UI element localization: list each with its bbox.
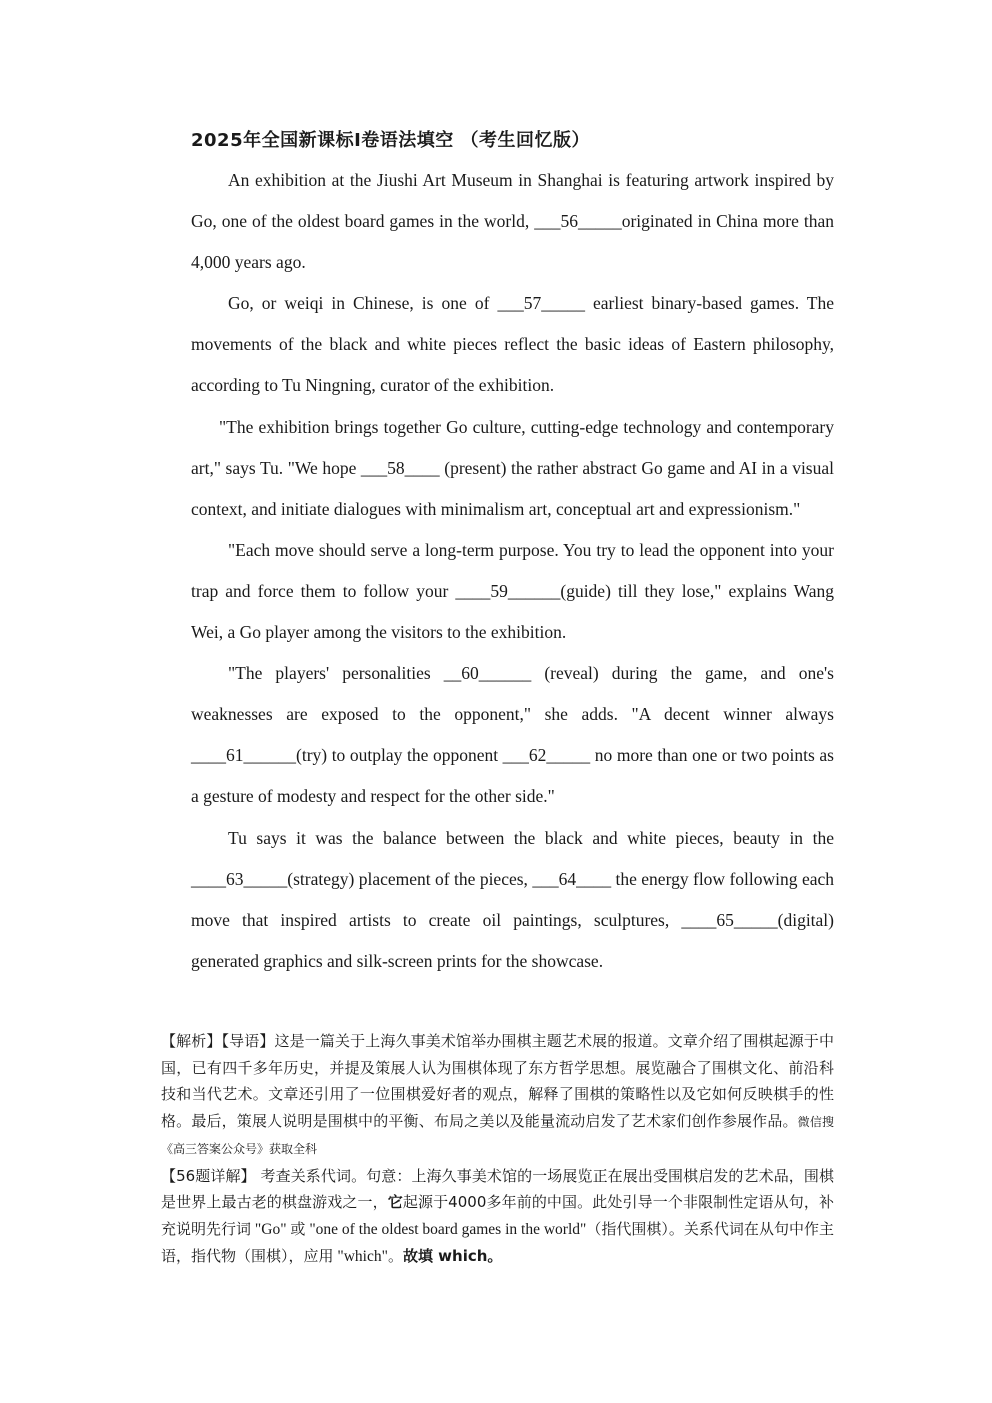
analysis-intro <box>161 1028 834 1163</box>
question-56-explanation <box>161 1163 834 1271</box>
question-56-heading: 【56题详解】 <box>161 1166 256 1185</box>
paragraph-6: Tu says it was the balance between the black and white pieces, beauty in the ____63_____(strategy) placement of the pieces, ___64____ the energy flow following each move that inspired artists to create oil paintings, sculptures, ____65_____(digital) generated graphics and silk-screen prints for the showcase. <box>191 827 834 971</box>
q56-text-it: 它 <box>387 1193 403 1211</box>
paragraph-1: An exhibition at the Jiushi Art Museum in Shanghai is featuring artwork inspired by Go, one of the oldest board games in the world, ___56_____originated in China more than 4,000 years ago. <box>191 170 834 273</box>
q56-answer: 故填 which。 <box>402 1247 503 1265</box>
q56-en-go: "Go" <box>251 1220 291 1238</box>
paragraph-2: Go, or weiqi in Chinese, is one of ___57_____ earliest binary-based games. The movements of the black and white pieces reflect the basic ideas of Eastern philosophy, according to Tu Ningning, curator of the exhibition. <box>191 293 834 396</box>
q56-en-phrase: "one of the oldest board games in the world" <box>305 1220 587 1238</box>
q56-text-a: 考查关系代词。句意：上海久事美术馆的一场展览正在展出受围棋启发的艺术品，围棋是世界上最古老的棋盘游戏之一， <box>161 1166 834 1211</box>
analysis-intro-text: 【解析】【导语】这是一篇关于上海久事美术馆举办围棋主题艺术展的报道。文章介绍了围棋起源于中国，已有四千多年历史，并提及策展人认为围棋体现了东方哲学思想。展览融合了围棋文化、前沿科技和当代艺术。文章还引用了一位围棋爱好者的观点，解释了围棋的策略性以及它如何反映棋手的性格。最后，策展人说明是围棋中的平衡、布局之美以及能量流动启发了艺术家们创作参展作品。 <box>161 1032 834 1130</box>
q56-text-or: 或 <box>290 1219 306 1238</box>
paragraph-5: "The players' personalities __60______ (reveal) during the game, and one's weaknesses are exposed to the opponent," she adds. "A decent winner always ____61______(try) to outplay the opponent ___62_____ no more than one or two points as a gesture of modesty and respect for the other side." <box>191 663 834 807</box>
promo-text: 微信搜《高三答案公众号》获取全科 <box>161 1114 834 1156</box>
paragraph-4: "Each move should serve a long-term purpose. You try to lead the opponent into your trap and force them to follow your ____59______(guide) till they lose," explains Wang Wei, a Go player among the visitors to the exhibition. <box>191 539 834 643</box>
q56-text-d: 。 <box>387 1247 403 1265</box>
q56-text-b: 起源于4000多年前的中国。此处引导一个非限制性定语从句，补充说明先行词 <box>161 1193 834 1238</box>
analysis <box>161 1028 834 1271</box>
paragraph-3: "The exhibition brings together Go culture, cutting-edge technology and contemporary art," says Tu. "We hope ___58____ (present) the rather abstract Go game and AI in a visual context, and initiate dialogues with minimalism art, conceptual art and expressionism." <box>191 416 834 519</box>
passage <box>191 160 834 982</box>
q56-text-c: （指代围棋）。关系代词在从句中作主语，指代物（围棋），应用 <box>161 1219 834 1265</box>
q56-en-which: "which" <box>333 1248 388 1265</box>
page-title: 2025年全国新课标I卷语法填空 （考生回忆版） <box>191 130 591 151</box>
